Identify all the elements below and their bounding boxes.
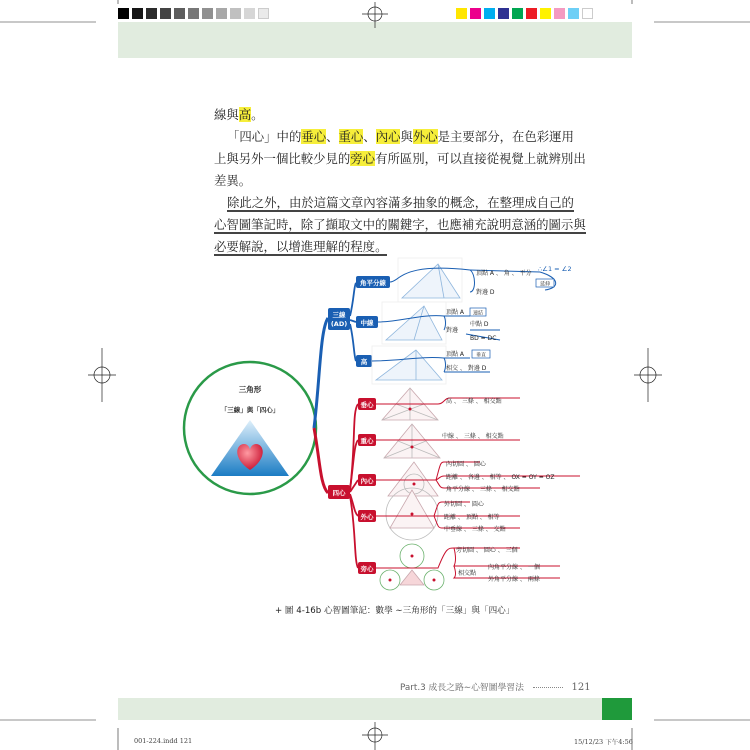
node-centroid-label: 重心 [360,437,374,445]
highlight: 垂心 [301,129,327,144]
node-circumcenter-label: 外心 [360,513,374,521]
running-head: Part.3 成長之路∼心智圖學習法 [400,683,524,693]
text-run: 差異。 [214,173,252,188]
angle-bisector-row2: 對邊 D [476,289,495,296]
branch-line-red [314,428,328,493]
orthocenter-row1: 高 、 三條 、 相交點 [446,398,502,405]
highlight: 重心 [338,129,364,144]
text-run: 與 [400,129,413,144]
circumcenter-row2: 距離 、 頂點 、 相等 [444,514,500,521]
median-row3: BD = DC [470,335,497,342]
highlight: 旁心 [350,151,376,166]
node-orthocenter-label: 垂心 [360,401,374,409]
incenter-row2: 距離 、 各邊 、 相等 、 OX = OY = OZ [446,474,555,481]
node-three-lines-label-1: 三線 [332,311,346,319]
text-run: 有所區別，可以直接從視覺上就辨別出 [375,151,586,166]
red-connectors [350,404,358,568]
text-run: 線與 [214,107,239,122]
text-run: 、 [363,129,376,144]
figure-caption: + 圖 4-16b 心智圖筆記：數學 ∼三角形的「三線」與「四心」 [275,606,515,616]
median-row2b: 中點 D [470,321,489,328]
excenter-row2: 內角平分線 、 一個 [488,564,540,571]
node-incenter-label: 內心 [360,477,374,485]
median-row2: 對邊 [446,327,459,334]
altitude-row2: 相交 、 對邊 D [446,365,487,372]
circumcenter-row1: 外切圓 、 圓心 [444,501,484,508]
highlight: 高 [238,107,252,122]
angle-bisector-formula: ∴∠1 = ∠2 [538,265,572,273]
text-run: 。 [251,107,264,122]
slug-left: 001-224.indd 121 [134,737,193,745]
connect-tag-label: 連結 [472,310,484,317]
text-run: 「四心」中的 [227,129,302,144]
running-footer [400,680,591,693]
footer-dots [533,687,563,688]
text-run: 是主要部分，在色彩運用 [437,129,574,144]
node-median-label: 中線 [360,319,374,327]
excenter-tag: 相交點 [458,570,477,577]
underlined-text: 除此之外，由於這篇文章內容滿多抽象的概念，在整理成自己的 [227,195,574,210]
blue-connectors [350,283,356,361]
node-excenter-label: 旁心 [360,565,374,573]
node-angle-bisector-label: 角平分線 [360,279,386,287]
incenter-row3: 角平分線 、 三條 、 相交點 [446,486,520,493]
center-subtitle: 「三線」與「四心」 [220,406,280,414]
text-run: 、 [326,129,339,144]
altitude-row1: 頂點 A [446,351,465,358]
text-run: 上與另外一個比較少見的 [214,151,351,166]
node-four-centers-label: 四心 [332,489,346,497]
perpendicular-tag-label: 垂直 [475,352,487,359]
median-row1: 頂點 A [446,309,465,316]
underlined-text: 必要解說，以增進理解的程度。 [214,239,388,254]
angle-bisector-row1: 頂點 A 、 角 、 平分 [476,270,532,277]
red-subnodes [358,398,376,574]
centroid-row1: 中線 、 三條 、 相交點 [442,433,504,440]
highlight: 外心 [412,129,438,144]
extend-tag-label: 延伸 [539,281,551,288]
red-row-texts [442,397,554,583]
node-altitude-label: 高 [360,358,368,366]
branch-line-blue [314,318,328,428]
center-title: 三角形 [238,385,262,394]
circumcenter-row3: 中垂線 、 三條 、 交點 [444,526,506,533]
excenter-row1: 旁切圓 、 圓心 、 三個 [456,547,518,554]
page-number: 121 [571,682,591,693]
node-three-lines-label-2: (AD) [330,320,348,328]
excenter-row3: 外角平分線 、 兩條 [488,576,540,583]
highlight: 內心 [375,129,401,144]
underlined-text: 心智圖筆記時，除了擷取文中的關鍵字，也應補充說明意涵的圖示與 [214,217,586,232]
incenter-row1: 內切圓 、 圓心 [446,461,486,468]
red-triangle-diagrams [380,388,444,590]
slug-right: 15/12/23 下午4:56 [574,738,633,746]
